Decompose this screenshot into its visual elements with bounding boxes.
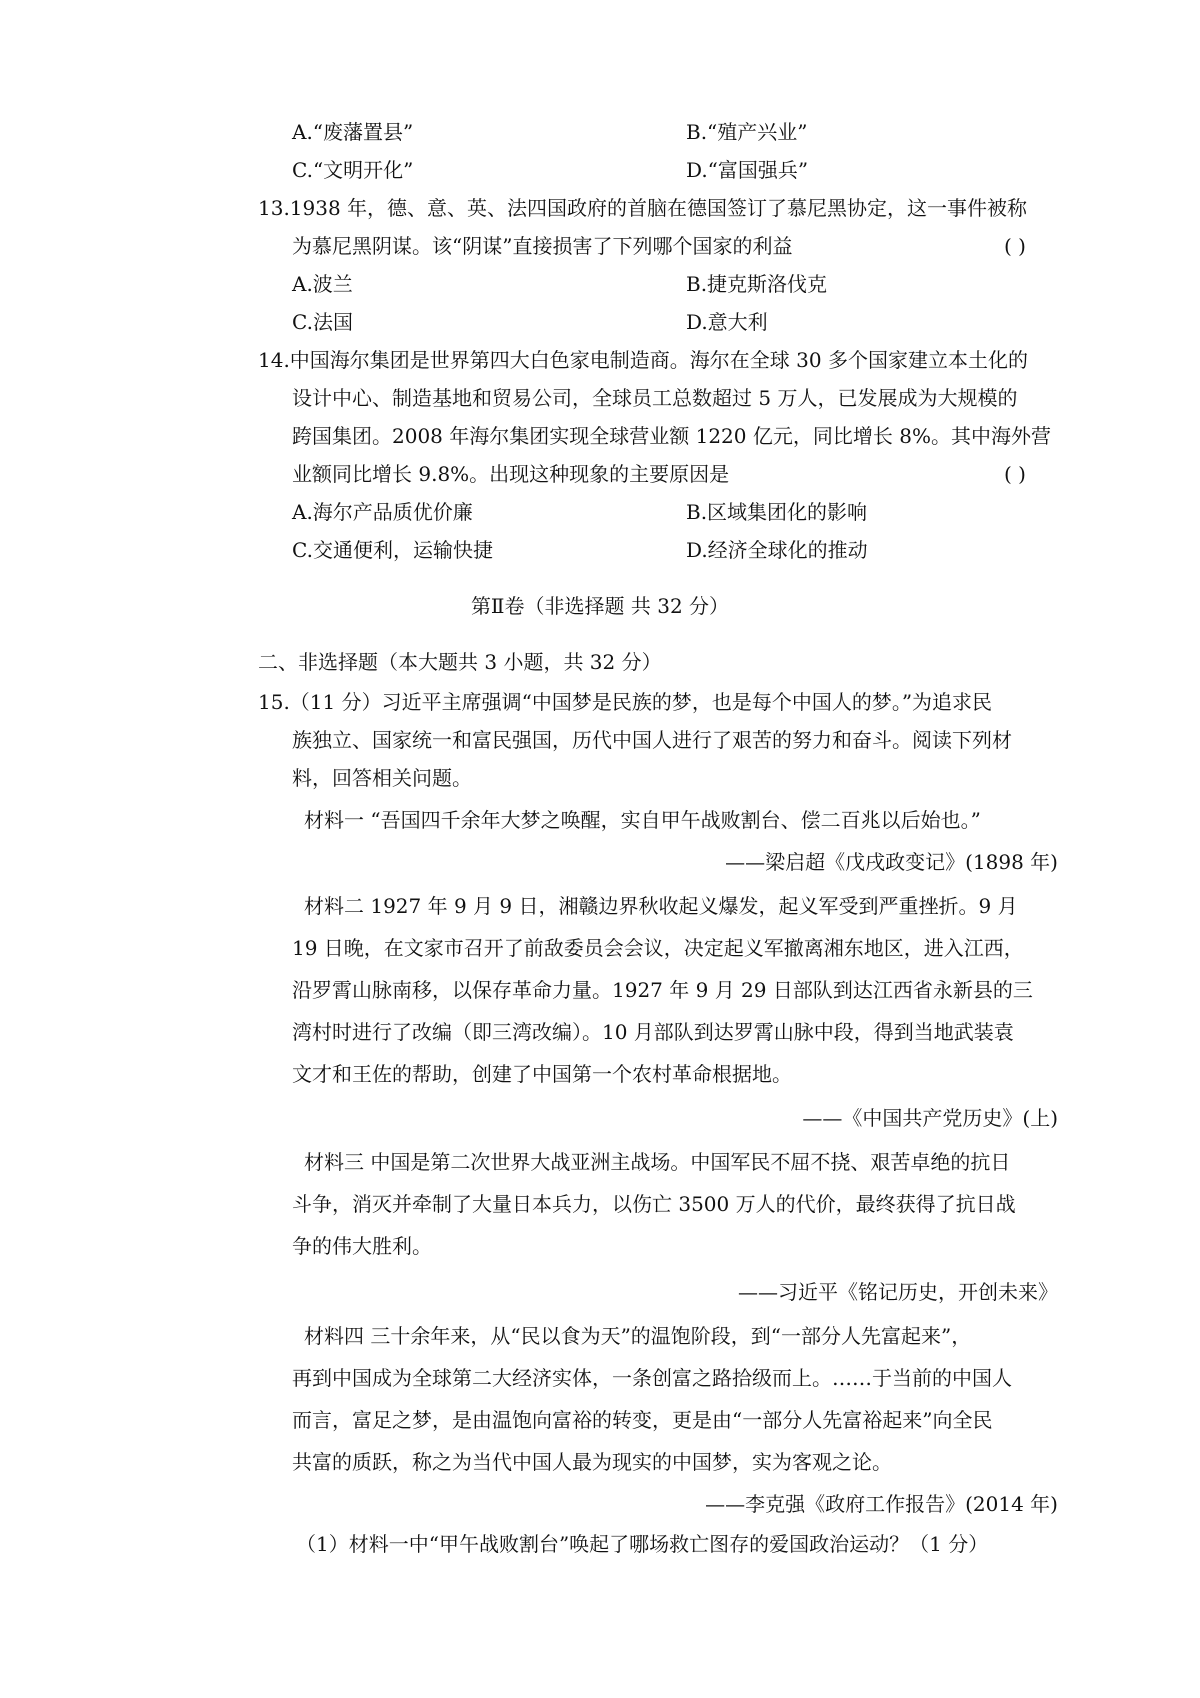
- q14-stem-line4: 业额同比增长 9.8%。出现这种现象的主要原因是: [292, 462, 730, 486]
- material4-source: ——李克强《政府工作报告》(2014 年): [705, 1492, 1058, 1516]
- q13-stem-line2: 为慕尼黑阴谋。该“阴谋”直接损害了下列哪个国家的利益: [292, 234, 793, 258]
- q12-option-d: D.“富国强兵”: [686, 158, 809, 182]
- q15-stem-line1: 15.（11 分）习近平主席强调“中国梦是民族的梦，也是每个中国人的梦。”为追求民: [258, 690, 993, 714]
- q13-answer-blank: ( ): [1004, 234, 1026, 258]
- q14-stem-line1: 14.中国海尔集团是世界第四大白色家电制造商。海尔在全球 30 多个国家建立本土化的: [258, 348, 1028, 372]
- material3-line1: 材料三 中国是第二次世界大战亚洲主战场。中国军民不屈不挠、艰苦卓绝的抗日: [304, 1150, 1011, 1174]
- q13-option-a: A.波兰: [292, 272, 353, 296]
- q12-option-c: C.“文明开化”: [292, 158, 414, 182]
- material1-text: 材料一 “吾国四千余年大梦之唤醒，实自甲午战败割台、偿二百兆以后始也。”: [304, 808, 981, 832]
- material2-line2: 19 日晚，在文家市召开了前敌委员会会议，决定起义军撤离湘东地区，进入江西，: [292, 936, 1024, 960]
- material2-line1: 材料二 1927 年 9 月 9 日，湘赣边界秋收起义爆发，起义军受到严重挫折。9 月: [304, 894, 1018, 918]
- material3-line2: 斗争，消灭并牵制了大量日本兵力，以伤亡 3500 万人的代价，最终获得了抗日战: [292, 1192, 1016, 1216]
- q13-stem-line1: 13.1938 年，德、意、英、法四国政府的首脑在德国签订了慕尼黑协定，这一事件被称: [258, 196, 1028, 220]
- material2-source: ——《中国共产党历史》(上): [802, 1106, 1058, 1130]
- material2-line4: 湾村时进行了改编（即三湾改编）。10 月部队到达罗霄山脉中段，得到当地武装袁: [292, 1020, 1014, 1044]
- q14-option-d: D.经济全球化的推动: [686, 538, 868, 562]
- q14-option-c: C.交通便利，运输快捷: [292, 538, 493, 562]
- q15-subquestion-1: （1）材料一中“甲午战败割台”唤起了哪场救亡图存的爱国政治运动？（1 分）: [296, 1532, 989, 1556]
- material4-line1: 材料四 三十余年来，从“民以食为天”的温饱阶段，到“一部分人先富起来”，: [304, 1324, 972, 1348]
- material2-line5: 文才和王佐的帮助，创建了中国第一个农村革命根据地。: [292, 1062, 792, 1086]
- q15-stem-line2: 族独立、国家统一和富民强国，历代中国人进行了艰苦的努力和奋斗。阅读下列材: [292, 728, 1012, 752]
- material4-line3: 而言，富足之梦，是由温饱向富裕的转变，更是由“一部分人先富裕起来”向全民: [292, 1408, 993, 1432]
- q15-stem-line3: 料，回答相关问题。: [292, 766, 472, 790]
- q13-option-d: D.意大利: [686, 310, 768, 334]
- q14-stem-line3: 跨国集团。2008 年海尔集团实现全球营业额 1220 亿元，同比增长 8%。其中海外营: [292, 424, 1051, 448]
- q14-option-a: A.海尔产品质优价廉: [292, 500, 473, 524]
- material4-line4: 共富的质跃，称之为当代中国人最为现实的中国梦，实为客观之论。: [292, 1450, 892, 1474]
- q14-stem-line2: 设计中心、制造基地和贸易公司，全球员工总数超过 5 万人，已发展成为大规模的: [292, 386, 1018, 410]
- material1-source: ——梁启超《戊戌政变记》(1898 年): [725, 850, 1058, 874]
- q14-option-b: B.区域集团化的影响: [686, 500, 868, 524]
- material3-source: ——习近平《铭记历史，开创未来》: [738, 1280, 1058, 1304]
- q14-answer-blank: ( ): [1004, 462, 1026, 486]
- q12-option-b: B.“殖产兴业”: [686, 120, 808, 144]
- material4-line2: 再到中国成为全球第二大经济实体，一条创富之路拾级而上。……于当前的中国人: [292, 1366, 1012, 1390]
- section-title: 第Ⅱ卷（非选择题 共 32 分）: [470, 594, 730, 618]
- q13-option-b: B.捷克斯洛伐克: [686, 272, 828, 296]
- part2-heading: 二、非选择题（本大题共 3 小题，共 32 分）: [258, 650, 662, 674]
- material2-line3: 沿罗霄山脉南移，以保存革命力量。1927 年 9 月 29 日部队到达江西省永新县的三: [292, 978, 1033, 1002]
- q12-option-a: A.“废藩置县”: [292, 120, 414, 144]
- q13-option-c: C.法国: [292, 310, 353, 334]
- material3-line3: 争的伟大胜利。: [292, 1234, 432, 1258]
